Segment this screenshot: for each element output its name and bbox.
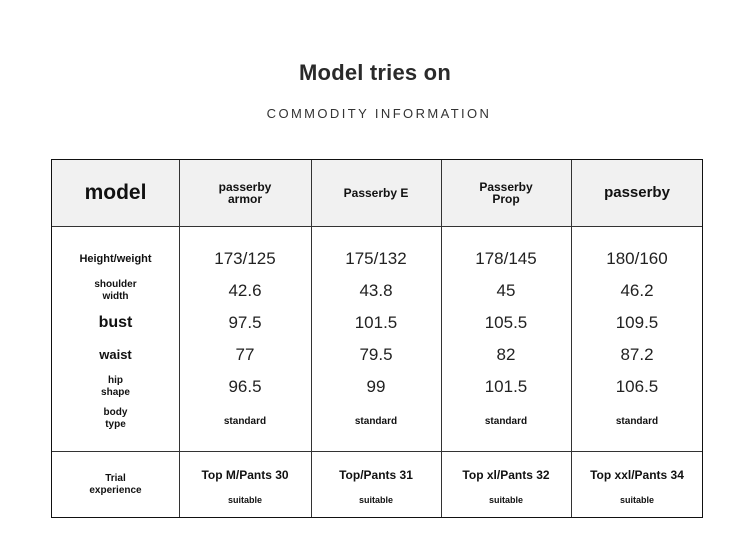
row-label-height-weight: Height/weight bbox=[79, 253, 152, 265]
table-cell: 175/132 bbox=[345, 249, 407, 268]
trial-size: Top xl/Pants 32 bbox=[462, 468, 550, 482]
trial-fit: suitable bbox=[619, 495, 654, 505]
table-cell: 42.6 bbox=[228, 281, 262, 300]
table-cell: 97.5 bbox=[228, 313, 262, 332]
table-cell: 109.5 bbox=[615, 313, 659, 332]
trial-fit: suitable bbox=[488, 495, 523, 505]
table-cell: 99 bbox=[366, 377, 386, 396]
header-model-label: model bbox=[84, 181, 147, 204]
row-label-body-type: body type bbox=[103, 407, 128, 430]
table-cell: 46.2 bbox=[620, 281, 654, 300]
header-column-3: Passerby Prop bbox=[479, 180, 533, 206]
table-cell: 77 bbox=[235, 345, 255, 364]
table-cell: standard bbox=[223, 415, 267, 427]
table-cell: 105.5 bbox=[484, 313, 528, 332]
table-cell: 180/160 bbox=[606, 249, 668, 268]
table-cell: 82 bbox=[496, 345, 516, 364]
page-subtitle: COMMODITY INFORMATION bbox=[266, 106, 492, 121]
table-cell: 87.2 bbox=[620, 345, 654, 364]
trial-fit: suitable bbox=[358, 495, 393, 505]
table-cell: 79.5 bbox=[359, 345, 393, 364]
row-divider bbox=[52, 451, 702, 452]
trial-size: Top/Pants 31 bbox=[339, 468, 413, 482]
table-cell: 45 bbox=[496, 281, 516, 300]
table-cell: 101.5 bbox=[484, 377, 528, 396]
size-table bbox=[51, 159, 703, 518]
table-cell: 178/145 bbox=[475, 249, 537, 268]
table-cell: 96.5 bbox=[228, 377, 262, 396]
header-column-1: passerby armor bbox=[218, 180, 272, 206]
table-cell: standard bbox=[484, 415, 528, 427]
table-cell: 106.5 bbox=[615, 377, 659, 396]
row-divider bbox=[52, 226, 702, 227]
row-label-waist: waist bbox=[99, 347, 132, 362]
header-column-4: passerby bbox=[604, 184, 670, 201]
header-column-2: Passerby E bbox=[343, 186, 409, 200]
table-cell: standard bbox=[615, 415, 659, 427]
page-title: Model tries on bbox=[299, 60, 451, 85]
table-cell: 173/125 bbox=[214, 249, 276, 268]
trial-fit: suitable bbox=[227, 495, 262, 505]
trial-size: Top M/Pants 30 bbox=[201, 468, 289, 482]
row-label-bust: bust bbox=[98, 314, 133, 331]
row-label-hip-shape: hip shape bbox=[101, 375, 130, 398]
table-cell: 101.5 bbox=[354, 313, 398, 332]
table-cell: 43.8 bbox=[359, 281, 393, 300]
trial-size: Top xxl/Pants 34 bbox=[590, 468, 684, 482]
row-label-trial-experience: Trial experience bbox=[89, 473, 142, 496]
row-label-shoulder-width: shoulder width bbox=[94, 279, 137, 302]
table-cell: standard bbox=[354, 415, 398, 427]
